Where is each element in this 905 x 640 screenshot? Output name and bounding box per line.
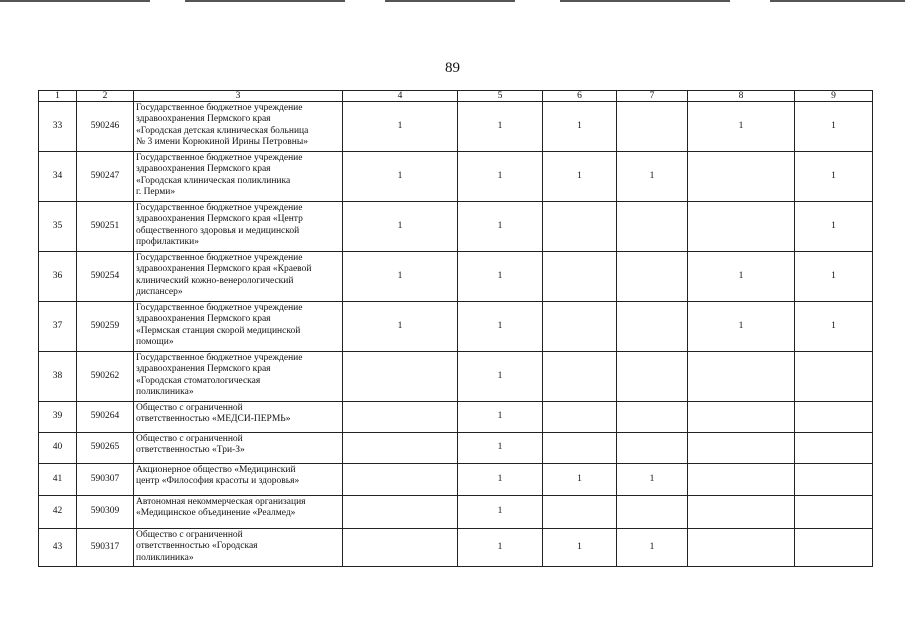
- value-cell-c4: 1: [343, 302, 458, 352]
- value-cell-c7: [617, 252, 688, 302]
- row-number-cell: 42: [39, 496, 77, 529]
- value-cell-c6: 1: [543, 464, 617, 496]
- value-cell-c5: 1: [458, 152, 543, 202]
- organization-name-line: Государственное бюджетное учреждение: [136, 153, 303, 163]
- value-cell-c4: [343, 402, 458, 433]
- value-cell-c6: 1: [543, 102, 617, 152]
- code-cell: 590259: [77, 302, 134, 352]
- value-cell-c8: [688, 529, 795, 567]
- header-cell: 5: [458, 91, 543, 102]
- value-cell-c8: [688, 202, 795, 252]
- organization-name-cell: [134, 496, 343, 529]
- organization-name-line: «Городская стоматологическая: [136, 375, 261, 386]
- table-row: [39, 402, 873, 433]
- header-cell: 6: [543, 91, 617, 102]
- top-border-line: [185, 0, 345, 2]
- organization-name-cell: [134, 402, 343, 433]
- value-cell-c8: [688, 496, 795, 529]
- table-row: [39, 202, 873, 252]
- table-row: [39, 102, 873, 152]
- organization-name-line: здравоохранения Пермского края: [136, 364, 271, 375]
- value-cell-c6: [543, 402, 617, 433]
- value-cell-c9: 1: [795, 302, 873, 352]
- organization-name-cell: [134, 529, 343, 567]
- value-cell-c6: [543, 496, 617, 529]
- organization-name-line: «Медицинское объединение «Реалмед»: [136, 508, 296, 519]
- organization-name-cell: [134, 202, 343, 252]
- value-cell-c4: 1: [343, 252, 458, 302]
- value-cell-c4: 1: [343, 202, 458, 252]
- row-number-cell: 41: [39, 464, 77, 496]
- organization-name-line: г. Перми»: [136, 187, 176, 198]
- organization-name-line: здравоохранения Пермского края «Центр: [136, 214, 303, 225]
- code-cell: 590265: [77, 433, 134, 464]
- top-border-line: [560, 0, 730, 2]
- organization-name-cell: [134, 433, 343, 464]
- value-cell-c7: [617, 352, 688, 402]
- header-cell: 1: [39, 91, 77, 102]
- organization-name-line: Общество с ограниченной: [136, 403, 243, 413]
- value-cell-c5: 1: [458, 496, 543, 529]
- value-cell-c9: [795, 496, 873, 529]
- top-border-line: [0, 0, 150, 2]
- table-row: [39, 252, 873, 302]
- value-cell-c9: [795, 352, 873, 402]
- code-cell: 590254: [77, 252, 134, 302]
- code-cell: 590307: [77, 464, 134, 496]
- value-cell-c5: 1: [458, 433, 543, 464]
- value-cell-c8: [688, 352, 795, 402]
- value-cell-c6: [543, 252, 617, 302]
- header-row: [39, 91, 873, 102]
- table-row: [39, 352, 873, 402]
- row-number-cell: 34: [39, 152, 77, 202]
- header-cell: 9: [795, 91, 873, 102]
- value-cell-c4: [343, 352, 458, 402]
- value-cell-c8: [688, 433, 795, 464]
- value-cell-c7: [617, 496, 688, 529]
- table-row: [39, 496, 873, 529]
- header-cell: 3: [134, 91, 343, 102]
- value-cell-c7: 1: [617, 152, 688, 202]
- organization-name-cell: [134, 302, 343, 352]
- organization-name-line: Государственное бюджетное учреждение: [136, 103, 303, 113]
- code-cell: 590251: [77, 202, 134, 252]
- value-cell-c7: 1: [617, 529, 688, 567]
- value-cell-c5: 1: [458, 352, 543, 402]
- organization-name-line: Государственное бюджетное учреждение: [136, 253, 303, 263]
- organization-name-line: Государственное бюджетное учреждение: [136, 353, 303, 363]
- organization-name-line: здравоохранения Пермского края: [136, 314, 271, 325]
- top-border-line: [385, 0, 515, 2]
- organization-name-line: Общество с ограниченной: [136, 434, 243, 444]
- header-cell: 7: [617, 91, 688, 102]
- value-cell-c8: 1: [688, 252, 795, 302]
- value-cell-c9: 1: [795, 102, 873, 152]
- value-cell-c7: [617, 402, 688, 433]
- value-cell-c8: 1: [688, 102, 795, 152]
- value-cell-c6: 1: [543, 152, 617, 202]
- code-cell: 590246: [77, 102, 134, 152]
- value-cell-c6: [543, 202, 617, 252]
- organization-name-line: «Городская клиническая поликлиника: [136, 175, 291, 186]
- organization-name-line: Автономная некоммерческая организация: [136, 497, 306, 507]
- organization-name-cell: [134, 102, 343, 152]
- organization-name-cell: [134, 464, 343, 496]
- value-cell-c7: [617, 302, 688, 352]
- header-cell: 8: [688, 91, 795, 102]
- organization-name-line: здравоохранения Пермского края: [136, 164, 271, 175]
- organization-name-cell: [134, 152, 343, 202]
- organization-name-line: центр «Философия красоты и здоровья»: [136, 476, 300, 487]
- organization-name-line: поликлиника»: [136, 552, 194, 563]
- table-row: [39, 464, 873, 496]
- value-cell-c5: 1: [458, 102, 543, 152]
- value-cell-c8: [688, 402, 795, 433]
- value-cell-c9: [795, 433, 873, 464]
- organization-name-line: ответственностью «МЕДСИ-ПЕРМЬ»: [136, 414, 291, 425]
- value-cell-c6: [543, 302, 617, 352]
- table-row: [39, 152, 873, 202]
- value-cell-c8: [688, 464, 795, 496]
- value-cell-c8: [688, 152, 795, 202]
- value-cell-c8: 1: [688, 302, 795, 352]
- row-number-cell: 38: [39, 352, 77, 402]
- organization-name-cell: [134, 352, 343, 402]
- value-cell-c9: [795, 464, 873, 496]
- data-table: [38, 90, 873, 567]
- value-cell-c7: 1: [617, 464, 688, 496]
- code-cell: 590262: [77, 352, 134, 402]
- organization-name-line: № 3 имени Корюкиной Ирины Петровны»: [136, 137, 308, 148]
- organization-name-line: Общество с ограниченной: [136, 530, 243, 540]
- table-row: [39, 529, 873, 567]
- value-cell-c7: [617, 202, 688, 252]
- organization-name-line: помощи»: [136, 337, 174, 348]
- row-number-cell: 39: [39, 402, 77, 433]
- value-cell-c4: [343, 433, 458, 464]
- code-cell: 590309: [77, 496, 134, 529]
- value-cell-c9: [795, 529, 873, 567]
- organization-name-line: профилактики»: [136, 237, 199, 248]
- organization-name-line: «Городская детская клиническая больница: [136, 125, 309, 136]
- value-cell-c4: [343, 529, 458, 567]
- value-cell-c5: 1: [458, 464, 543, 496]
- value-cell-c5: 1: [458, 202, 543, 252]
- header-cell: 4: [343, 91, 458, 102]
- organization-name-line: «Пермская станция скорой медицинской: [136, 325, 301, 336]
- value-cell-c5: 1: [458, 402, 543, 433]
- value-cell-c4: [343, 464, 458, 496]
- organization-name-cell: [134, 252, 343, 302]
- code-cell: 590264: [77, 402, 134, 433]
- row-number-cell: 36: [39, 252, 77, 302]
- table-row: [39, 433, 873, 464]
- row-number-cell: 35: [39, 202, 77, 252]
- value-cell-c6: 1: [543, 529, 617, 567]
- value-cell-c7: [617, 433, 688, 464]
- row-number-cell: 40: [39, 433, 77, 464]
- organization-name-line: Государственное бюджетное учреждение: [136, 303, 303, 313]
- value-cell-c5: 1: [458, 252, 543, 302]
- value-cell-c9: 1: [795, 202, 873, 252]
- table-row: [39, 302, 873, 352]
- organization-name-line: ответственностью «Три-З»: [136, 445, 245, 456]
- header-cell: 2: [77, 91, 134, 102]
- organization-name-line: поликлиника»: [136, 387, 194, 398]
- organization-name-line: клинический кожно-венерологический: [136, 275, 294, 286]
- row-number-cell: 37: [39, 302, 77, 352]
- top-border-line: [770, 0, 905, 2]
- value-cell-c5: 1: [458, 529, 543, 567]
- page-number: 89: [445, 60, 460, 76]
- value-cell-c4: [343, 496, 458, 529]
- organization-name-line: общественного здоровья и медицинской: [136, 225, 300, 236]
- code-cell: 590317: [77, 529, 134, 567]
- value-cell-c4: 1: [343, 152, 458, 202]
- organization-name-line: здравоохранения Пермского края: [136, 114, 271, 125]
- value-cell-c9: 1: [795, 252, 873, 302]
- row-number-cell: 33: [39, 102, 77, 152]
- organization-name-line: здравоохранения Пермского края «Краевой: [136, 264, 312, 275]
- value-cell-c9: [795, 402, 873, 433]
- organization-name-line: ответственностью «Городская: [136, 541, 258, 552]
- value-cell-c6: [543, 352, 617, 402]
- code-cell: 590247: [77, 152, 134, 202]
- value-cell-c7: [617, 102, 688, 152]
- organization-name-line: диспансер»: [136, 287, 183, 298]
- value-cell-c6: [543, 433, 617, 464]
- value-cell-c9: 1: [795, 152, 873, 202]
- value-cell-c5: 1: [458, 302, 543, 352]
- organization-name-line: Акционерное общество «Медицинский: [136, 465, 296, 475]
- row-number-cell: 43: [39, 529, 77, 567]
- organization-name-line: Государственное бюджетное учреждение: [136, 203, 303, 213]
- value-cell-c4: 1: [343, 102, 458, 152]
